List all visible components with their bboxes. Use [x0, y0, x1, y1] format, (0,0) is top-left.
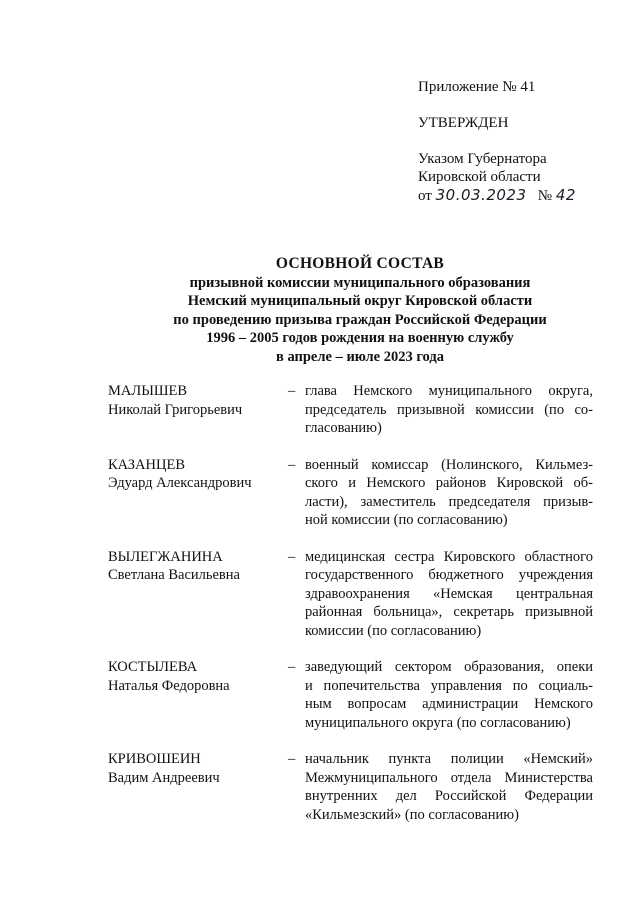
role-line: комиссии (по согласованию)	[305, 622, 482, 639]
role-line: начальник пункта полиции «Немский»	[305, 751, 593, 767]
role-line: ского и Немского районов Кировской об-	[305, 475, 593, 491]
role-line: муниципального округа (по согласованию)	[305, 714, 571, 731]
role-line: военный комиссар (Нолинского, Кильмез-	[305, 456, 593, 473]
role-line: государственного бюджетного учреждения	[305, 567, 593, 583]
member-dash: –	[288, 383, 296, 399]
member-given-name: Николай Григорьевич	[108, 401, 243, 418]
member-surname: МАЛЫШЕВ	[108, 383, 187, 399]
member-dash: –	[288, 751, 296, 767]
document-title	[90, 255, 630, 366]
member-given-name: Эдуард Александрович	[108, 475, 252, 491]
member-given-name: Наталья Федоровна	[108, 677, 230, 694]
member-given-name: Вадим Андреевич	[108, 769, 220, 786]
appendix-label: Приложение № 41	[418, 79, 536, 95]
handwritten-number: 42	[555, 186, 576, 204]
number-prefix: №	[537, 188, 553, 204]
member-surname: КОСТЫЛЕВА	[108, 659, 198, 675]
member-name	[108, 456, 288, 493]
decree-line-1: Указом Губернатора	[418, 151, 547, 167]
decree-date-line	[418, 186, 618, 205]
member-dash: –	[288, 456, 296, 473]
title-line: 1996 – 2005 годов рождения на военную службу	[206, 330, 514, 346]
decree-line-2: Кировской области	[418, 169, 541, 185]
member-dash: –	[288, 548, 296, 565]
member-given-name: Светлана Васильевна	[108, 567, 240, 583]
approval-block	[418, 78, 618, 205]
member-name	[108, 750, 288, 787]
member-role	[305, 382, 593, 438]
role-line: и попечительства управления по социаль-	[305, 677, 593, 694]
role-line: ным вопросам администрации Немского	[305, 696, 593, 712]
role-line: глава Немского муниципального округа,	[305, 383, 593, 399]
role-line: «Кильмезский» (по согласованию)	[305, 806, 519, 823]
member-role	[305, 456, 593, 530]
approved-label: УТВЕРЖДЕН	[418, 115, 509, 131]
role-line: Межмуниципального отдела Министерства	[305, 769, 593, 786]
title-line: в апреле – июле 2023 года	[276, 348, 444, 365]
role-line: ной комиссии (по согласованию)	[305, 512, 508, 528]
role-line: заведующий сектором образования, опеки	[305, 659, 593, 675]
member-name	[108, 548, 288, 585]
member-name	[108, 382, 288, 419]
date-prefix: от	[418, 188, 432, 204]
member-dash: –	[288, 659, 296, 675]
role-line: гласованию)	[305, 420, 382, 436]
member-role	[305, 750, 593, 824]
member-role	[305, 658, 593, 732]
member-row	[108, 548, 593, 641]
title-line: по проведению призыва граждан Российской Федерации	[173, 311, 547, 328]
title-line: Немский муниципальный округ Кировской области	[187, 293, 533, 309]
role-line: медицинская сестра Кировского областного	[305, 548, 593, 565]
member-name	[108, 658, 288, 695]
role-line: внутренних дел Российской Федерации	[305, 788, 593, 804]
member-row	[108, 456, 593, 530]
member-row	[108, 750, 593, 824]
handwritten-date: 30.03.2023	[435, 186, 527, 204]
title-main: ОСНОВНОЙ СОСТАВ	[275, 255, 445, 272]
role-line: здравоохранения «Немская центральная	[305, 585, 593, 602]
member-surname: КАЗАНЦЕВ	[108, 456, 185, 473]
role-line: председатель призывной комиссии (по со-	[305, 401, 593, 418]
role-line: ласти), заместитель председателя призыв-	[305, 493, 593, 510]
role-line: районная больница», секретарь призывной	[305, 604, 593, 620]
member-role	[305, 548, 593, 641]
commission-members-list	[108, 382, 593, 824]
member-row	[108, 658, 593, 732]
member-row	[108, 382, 593, 438]
member-surname: КРИВОШЕИН	[108, 751, 201, 767]
member-surname: ВЫЛЕГЖАНИНА	[108, 548, 223, 565]
title-line: призывной комиссии муниципального образования	[189, 274, 531, 291]
